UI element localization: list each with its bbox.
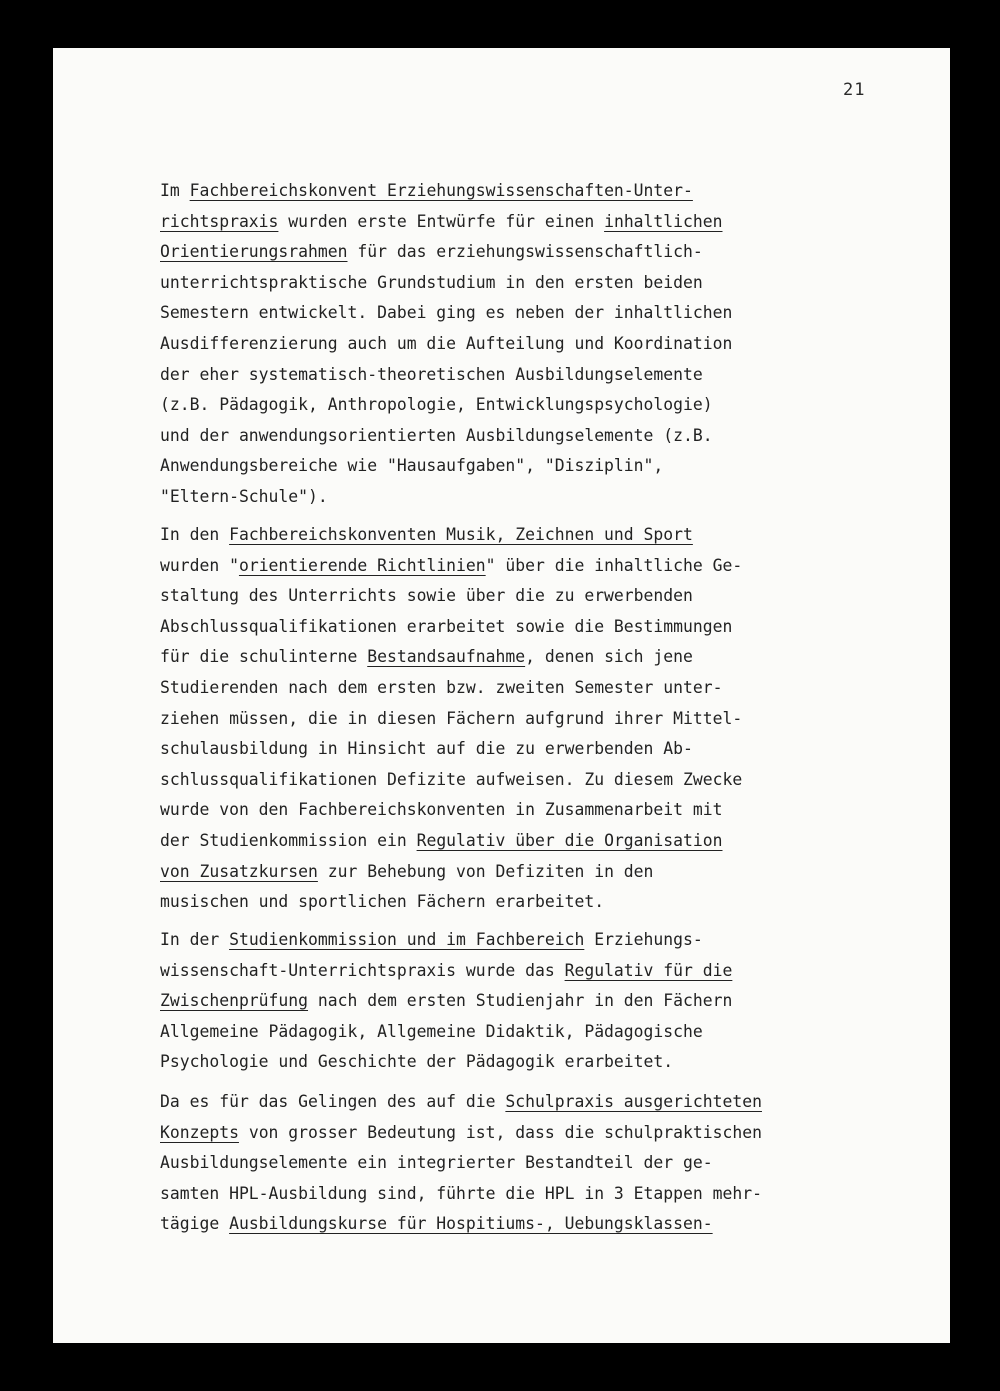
text-segment: wurde von den Fachbereichskonventen in Zusammenarbeit mit bbox=[160, 800, 723, 820]
text-line bbox=[160, 795, 880, 826]
text-segment: ziehen müssen, die in diesen Fächern aufgrund ihrer Mittel- bbox=[160, 708, 743, 728]
text-segment: Psychologie und Geschichte der Pädagogik erarbeitet. bbox=[160, 1052, 674, 1072]
text-segment: (z.B. Pädagogik, Anthropologie, Entwicklungspsychologie) bbox=[160, 395, 713, 415]
text-line bbox=[160, 329, 880, 360]
text-segment: Erziehungs- bbox=[584, 930, 703, 949]
underlined-phrase: von Zusatzkursen bbox=[160, 861, 318, 881]
text-line bbox=[160, 673, 880, 704]
underlined-phrase: Regulativ für die bbox=[564, 960, 733, 980]
text-line bbox=[160, 1118, 880, 1149]
text-line bbox=[160, 704, 880, 735]
underlined-phrase: Regulativ über die Organisation bbox=[416, 830, 723, 850]
underlined-phrase: inhaltlichen bbox=[604, 211, 723, 231]
text-line bbox=[160, 421, 880, 452]
text-line bbox=[160, 612, 880, 643]
text-line bbox=[160, 1209, 880, 1240]
text-segment: unterrichtspraktische Grundstudium in den ersten beiden bbox=[160, 272, 703, 292]
text-segment: der Studienkommission ein bbox=[160, 830, 417, 850]
text-segment: samten HPL-Ausbildung sind, führte die HPL in 3 Etappen mehr- bbox=[160, 1183, 762, 1203]
paragraph-schulpraxis bbox=[160, 1087, 880, 1240]
text-line bbox=[160, 925, 880, 956]
paragraph-fachbereichskonvent bbox=[160, 176, 880, 513]
text-segment: für das erziehungswissenschaftlich- bbox=[347, 242, 703, 262]
text-segment: wissenschaft-Unterrichtspraxis wurde das bbox=[160, 960, 565, 980]
text-segment: Abschlussqualifikationen erarbeitet sowie die Bestimmungen bbox=[160, 616, 733, 636]
text-segment: staltung des Unterrichts sowie über die zu erwerbenden bbox=[160, 586, 693, 606]
text-line bbox=[160, 642, 880, 673]
text-segment: tägige bbox=[160, 1214, 230, 1234]
text-line bbox=[160, 1148, 880, 1179]
underlined-phrase: Bestandsaufnahme bbox=[367, 647, 526, 667]
text-line bbox=[160, 298, 880, 329]
text-line bbox=[160, 1179, 880, 1210]
page-number: 21 bbox=[843, 80, 866, 100]
text-segment: wurden " bbox=[160, 555, 239, 575]
text-segment: wurden erste Entwürfe für einen bbox=[278, 211, 605, 231]
text-line bbox=[160, 176, 880, 207]
text-line bbox=[160, 887, 880, 918]
text-segment: "Eltern-Schule"). bbox=[160, 486, 328, 506]
underlined-phrase: Konzepts bbox=[160, 1122, 239, 1142]
text-segment: für die schulinterne bbox=[160, 647, 368, 667]
text-segment: schulausbildung in Hinsicht auf die zu erwerbenden Ab- bbox=[160, 739, 693, 759]
text-segment: Studierenden nach dem ersten bzw. zweiten Semester unter- bbox=[160, 677, 723, 697]
text-segment: Da es für das Gelingen des auf die bbox=[160, 1092, 506, 1111]
text-segment: Anwendungsbereiche wie "Hausaufgaben", "Disziplin", bbox=[160, 456, 664, 476]
underlined-phrase: Fachbereichskonvent Erziehungswissenschaften-Unter- bbox=[189, 181, 693, 200]
text-line bbox=[160, 1017, 880, 1048]
underlined-phrase: orientierende Richtlinien bbox=[238, 555, 486, 575]
paragraph-studienkommission bbox=[160, 925, 880, 1078]
paragraph-musik-zeichnen-sport bbox=[160, 520, 880, 918]
underlined-phrase: Studienkommission und im Fachbereich bbox=[229, 930, 585, 949]
text-line bbox=[160, 1087, 880, 1118]
text-segment: Ausdifferenzierung auch um die Aufteilung und Koordination bbox=[160, 333, 733, 353]
text-segment: von grosser Bedeutung ist, dass die schulpraktischen bbox=[238, 1122, 762, 1142]
text-segment: Ausbildungselemente ein integrierter Bestandteil der ge- bbox=[160, 1153, 713, 1173]
text-segment: schlussqualifikationen Defizite aufweisen. Zu diesem Zwecke bbox=[160, 769, 743, 789]
text-line bbox=[160, 551, 880, 582]
text-line bbox=[160, 956, 880, 987]
text-segment: , denen sich jene bbox=[525, 647, 693, 667]
text-segment: zur Behebung von Defiziten in den bbox=[317, 861, 654, 881]
text-segment: In den bbox=[160, 525, 230, 544]
text-segment: " über die inhaltliche Ge- bbox=[485, 555, 743, 575]
underlined-phrase: Schulpraxis ausgerichteten bbox=[505, 1092, 762, 1111]
text-line bbox=[160, 520, 880, 551]
text-segment: In der bbox=[160, 930, 230, 949]
text-segment: und der anwendungsorientierten Ausbildungselemente (z.B. bbox=[160, 425, 713, 445]
text-segment: musischen und sportlichen Fächern erarbeitet. bbox=[160, 892, 605, 912]
text-line bbox=[160, 581, 880, 612]
underlined-phrase: Zwischenprüfung bbox=[160, 991, 309, 1011]
text-line bbox=[160, 451, 880, 482]
underlined-phrase: Orientierungsrahmen bbox=[160, 242, 348, 262]
text-segment: Allgemeine Pädagogik, Allgemeine Didaktik, Pädagogische bbox=[160, 1021, 703, 1041]
text-line bbox=[160, 268, 880, 299]
text-line bbox=[160, 482, 880, 513]
text-segment: der eher systematisch-theoretischen Ausbildungselemente bbox=[160, 364, 703, 384]
text-line bbox=[160, 1047, 880, 1078]
text-line bbox=[160, 207, 880, 238]
text-line bbox=[160, 360, 880, 391]
text-segment: Semestern entwickelt. Dabei ging es neben der inhaltlichen bbox=[160, 303, 733, 323]
underlined-phrase: Fachbereichskonventen Musik, Zeichnen und Sport bbox=[229, 525, 693, 544]
text-segment: Im bbox=[160, 181, 190, 200]
text-line bbox=[160, 857, 880, 888]
text-line bbox=[160, 986, 880, 1017]
text-line bbox=[160, 826, 880, 857]
text-line bbox=[160, 237, 880, 268]
text-line bbox=[160, 765, 880, 796]
text-line bbox=[160, 390, 880, 421]
underlined-phrase: Ausbildungskurse für Hospitiums-, Uebungsklassen- bbox=[229, 1214, 713, 1234]
underlined-phrase: richtspraxis bbox=[160, 211, 279, 231]
text-segment: nach dem ersten Studienjahr in den Fächern bbox=[308, 991, 733, 1011]
text-line bbox=[160, 734, 880, 765]
